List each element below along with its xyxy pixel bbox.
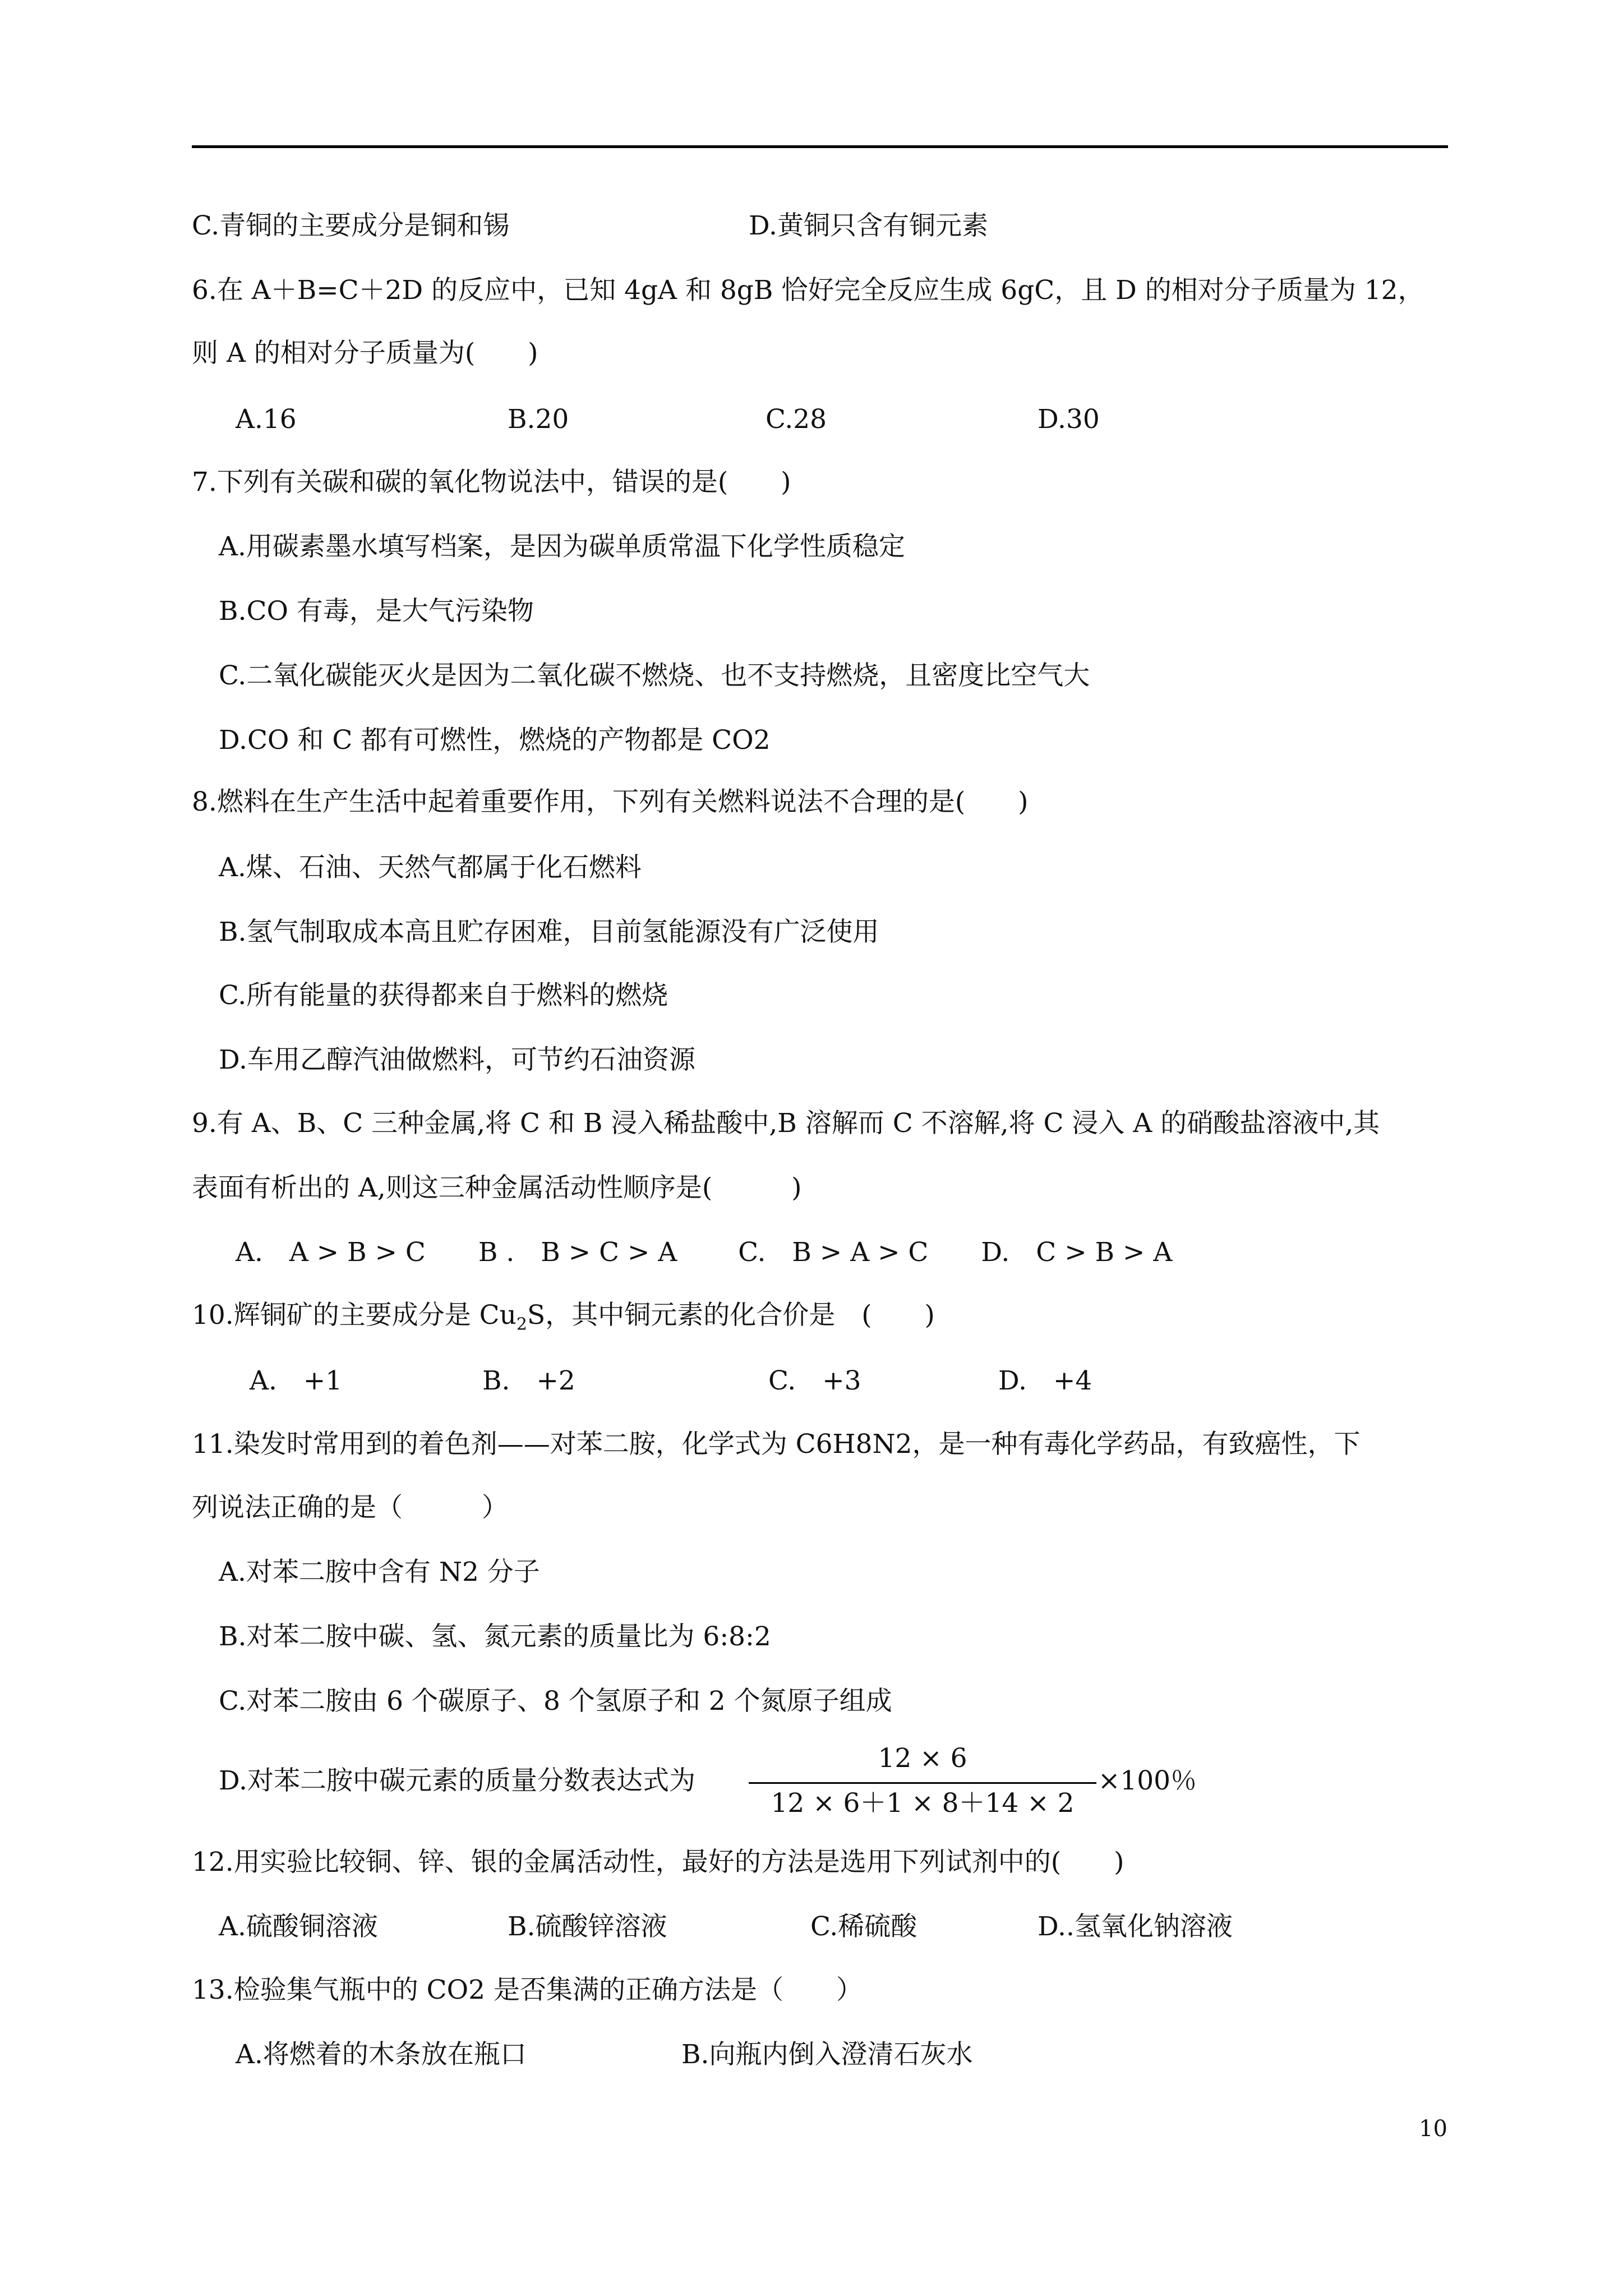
q10-stem-post: S，其中铜元素的化合价是 ( ) — [527, 1300, 935, 1331]
q7-option-d: D.CO 和 C 都有可燃性，燃烧的产物都是 CO2 — [219, 725, 771, 756]
fraction-numerator: 12 × 6 — [878, 1743, 967, 1774]
q7-option-a: A.用碳素墨水填写档案，是因为碳单质常温下化学性质稳定 — [219, 531, 905, 562]
q5-option-c: C.青铜的主要成分是铜和锡 — [192, 210, 510, 241]
q13-stem: 13.检验集气瓶中的 CO2 是否集满的正确方法是（ ） — [192, 1975, 863, 2005]
q12-option-b: B.硫酸锌溶液 — [508, 1911, 667, 1942]
q7-stem: 7.下列有关碳和碳的氧化物说法中，错误的是( ) — [192, 467, 791, 498]
q10-option-a: A. +1 — [250, 1365, 343, 1396]
q7-option-c: C.二氧化碳能灭火是因为二氧化碳不燃烧、也不支持燃烧，且密度比空气大 — [219, 660, 1090, 691]
q10-stem — [192, 1299, 935, 1335]
q9-stem-line1: 9.有 A、B、C 三种金属,将 C 和 B 浸入稀盐酸中,B 溶解而 C 不溶解,将 C 浸入 A 的硝酸盐溶液中,其 — [192, 1108, 1380, 1139]
q11-option-d-fraction — [749, 1742, 1096, 1820]
q11-stem-line1: 11.染发时常用到的着色剂——对苯二胺，化学式为 C6H8N2，是一种有毒化学药品，有致癌性，下 — [192, 1429, 1361, 1460]
q5-option-d: D.黄铜只含有铜元素 — [749, 210, 988, 241]
q12-option-a: A.硫酸铜溶液 — [219, 1911, 378, 1942]
q13-option-b: B.向瓶内倒入澄清石灰水 — [681, 2039, 973, 2070]
q11-stem-line2: 列说法正确的是（ ） — [192, 1492, 508, 1523]
q10-stem-pre: 10.辉铜矿的主要成分是 Cu — [192, 1300, 517, 1331]
q8-option-b: B.氢气制取成本高且贮存困难，目前氢能源没有广泛使用 — [219, 917, 879, 947]
q11-option-d-text: D.对苯二胺中碳元素的质量分数表达式为 — [219, 1765, 695, 1796]
q7-option-b: B.CO 有毒，是大气污染物 — [219, 596, 534, 627]
q9-options: A. A > B > C B . B > C > A C. B > A > C D. C > B > A — [236, 1237, 1173, 1268]
q6-option-a: A.16 — [236, 404, 297, 435]
q9-stem-line2: 表面有析出的 A,则这三种金属活动性顺序是( ) — [192, 1172, 802, 1203]
q6-stem-line1: 6.在 A＋B=C＋2D 的反应中，已知 4gA 和 8gB 恰好完全反应生成 6gC，且 D 的相对分子质量为 12， — [192, 275, 1424, 306]
fraction-denominator: 12 × 6＋1 × 8＋14 × 2 — [771, 1788, 1075, 1819]
q13-option-a: A.将燃着的木条放在瓶口 — [236, 2039, 527, 2070]
page-number: 10 — [1419, 2116, 1447, 2142]
q11-option-c: C.对苯二胺由 6 个碳原子、8 个氢原子和 2 个氮原子组成 — [219, 1686, 892, 1717]
q8-stem: 8.燃料在生产生活中起着重要作用，下列有关燃料说法不合理的是( ) — [192, 786, 1029, 817]
q11-option-d-suffix: ×100％ — [1098, 1765, 1197, 1796]
fraction-bar — [749, 1782, 1096, 1784]
q10-option-d: D. +4 — [998, 1365, 1092, 1396]
q8-option-a: A.煤、石油、天然气都属于化石燃料 — [219, 852, 642, 883]
q8-option-d: D.车用乙醇汽油做燃料，可节约石油资源 — [219, 1045, 695, 1075]
q6-option-d: D.30 — [1038, 404, 1100, 435]
q12-option-c: C.稀硫酸 — [810, 1911, 917, 1942]
q6-option-c: C.28 — [766, 404, 827, 435]
header-rule — [192, 145, 1448, 148]
q10-option-b: B. +2 — [482, 1365, 575, 1396]
q12-stem: 12.用实验比较铜、锌、银的金属活动性，最好的方法是选用下列试剂中的( ) — [192, 1847, 1124, 1878]
q11-option-a: A.对苯二胺中含有 N2 分子 — [219, 1557, 540, 1588]
q8-option-c: C.所有能量的获得都来自于燃料的燃烧 — [219, 980, 668, 1011]
q11-option-b: B.对苯二胺中碳、氢、氮元素的质量比为 6:8:2 — [219, 1621, 771, 1652]
q10-stem-subscript: 2 — [516, 1314, 528, 1335]
q12-option-d: D..氢氧化钠溶液 — [1038, 1911, 1233, 1942]
q6-option-b: B.20 — [508, 404, 569, 435]
q10-option-c: C. +3 — [768, 1365, 861, 1396]
q6-stem-line2: 则 A 的相对分子质量为( ) — [192, 338, 538, 369]
